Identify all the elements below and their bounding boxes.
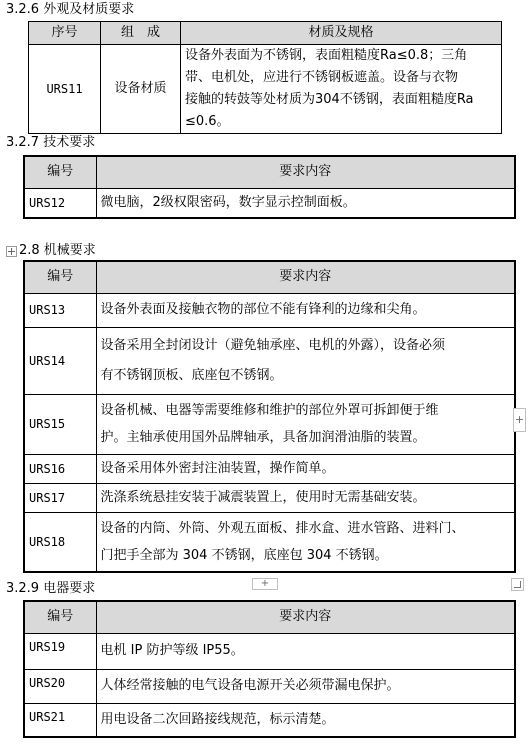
content-line: 设备外表面为不锈钢，表面粗糙度Ra≤0.8；三角 bbox=[185, 48, 468, 63]
section-title-3-2-6: 3.2.6 外观及材质要求 bbox=[6, 2, 135, 17]
section-title-3-2-9: 3.2.9 电器要求 bbox=[6, 581, 96, 596]
content-line: ≤0.6。 bbox=[185, 114, 230, 129]
content-line: 设备采用体外密封注油装置，操作简单。 bbox=[100, 460, 335, 476]
row-content bbox=[96, 394, 515, 454]
column-header: 要求内容 bbox=[96, 261, 515, 293]
column-header: 要求内容 bbox=[96, 156, 515, 188]
content-line: 人体经常接触的电气设备电源开关必须带漏电保护。 bbox=[100, 678, 400, 693]
row-content bbox=[96, 454, 515, 483]
content-line: 有不锈钢顶板、底座包不锈钢。 bbox=[100, 367, 283, 383]
content-line: 设备外表面及接触衣物的部位不能有锋利的边缘和尖角。 bbox=[100, 302, 426, 317]
column-header: 要求内容 bbox=[96, 601, 515, 633]
column-header: 编号 bbox=[24, 261, 96, 293]
row-id: URS13 bbox=[24, 293, 96, 327]
table-row bbox=[24, 703, 515, 737]
column-header: 编号 bbox=[24, 601, 96, 633]
mechanical-requirements-table bbox=[23, 260, 516, 573]
row-id: URS12 bbox=[24, 188, 96, 218]
row-id: URS11 bbox=[29, 45, 101, 134]
content-line: 洗涤系统悬挂安装于减震装置上，使用时无需基础安装。 bbox=[100, 489, 426, 505]
row-id: URS20 bbox=[24, 669, 96, 703]
content-line: 接触的转鼓等处材质为304不锈钢，表面粗糙度Ra bbox=[185, 92, 474, 107]
technical-requirements-table bbox=[23, 155, 516, 219]
column-header: 序号 bbox=[29, 22, 101, 45]
row-id: URS15 bbox=[24, 394, 96, 454]
table-row bbox=[24, 327, 515, 394]
content-line: 电机 IP 防护等级 IP55。 bbox=[100, 643, 244, 658]
electrical-requirements-table bbox=[23, 600, 516, 738]
table-row bbox=[24, 188, 515, 218]
content-line: 门把手全部为 304 不锈钢，底座包 304 不锈钢。 bbox=[100, 547, 388, 563]
table-header-row bbox=[24, 156, 515, 188]
table-row bbox=[24, 633, 515, 669]
table-header-row bbox=[24, 261, 515, 293]
row-content bbox=[181, 45, 502, 134]
row-component: 设备材质 bbox=[101, 45, 181, 134]
table-row bbox=[24, 483, 515, 512]
row-id: URS14 bbox=[24, 327, 96, 394]
table-row bbox=[24, 293, 515, 327]
content-line: 设备机械、电器等需要维修和维护的部位外罩可拆卸便于维 bbox=[100, 403, 439, 418]
row-content bbox=[96, 512, 515, 572]
table-header-row bbox=[24, 601, 515, 633]
section-title-2-8: 2.8 机械要求 bbox=[19, 243, 96, 258]
materials-table bbox=[28, 21, 502, 134]
row-content bbox=[96, 703, 515, 737]
content-line: 用电设备二次回路接线规范，标示清楚。 bbox=[100, 711, 335, 727]
row-id: URS19 bbox=[24, 633, 96, 669]
row-content bbox=[96, 327, 515, 394]
row-content bbox=[96, 669, 515, 703]
content-line: 设备采用全封闭设计（避免轴承座、电机的外露），设备必须 bbox=[100, 337, 446, 353]
table-row bbox=[24, 512, 515, 572]
section-title-3-2-7: 3.2.7 技术要求 bbox=[6, 135, 96, 150]
row-id: URS18 bbox=[24, 512, 96, 572]
row-content bbox=[96, 293, 515, 327]
table-header-row bbox=[29, 22, 502, 45]
column-header: 材质及规格 bbox=[181, 22, 502, 45]
row-content bbox=[96, 483, 515, 512]
table-row bbox=[29, 45, 502, 134]
content-line: 带、电机处，应进行不锈钢板遮盖。设备与衣物 bbox=[185, 70, 459, 85]
resize-icon[interactable] bbox=[511, 578, 524, 591]
table-row bbox=[24, 454, 515, 483]
content-line: 微电脑，2级权限密码，数字显示控制面板。 bbox=[100, 194, 356, 210]
row-id: URS16 bbox=[24, 454, 96, 483]
row-id: URS17 bbox=[24, 483, 96, 512]
column-header: 编号 bbox=[24, 156, 96, 188]
row-id: URS21 bbox=[24, 703, 96, 737]
table-row bbox=[24, 394, 515, 454]
row-content bbox=[96, 188, 515, 218]
column-header: 组 成 bbox=[101, 22, 181, 45]
content-line: 护。主轴承使用国外品牌轴承，具备加润滑油脂的装置。 bbox=[100, 430, 426, 445]
table-row bbox=[24, 669, 515, 703]
add-column-icon[interactable]: + bbox=[513, 408, 526, 432]
add-row-icon[interactable]: + bbox=[252, 578, 278, 590]
row-content bbox=[96, 633, 515, 669]
table-move-icon[interactable] bbox=[6, 246, 17, 257]
content-line: 设备的内筒、外筒、外观五面板、排水盒、进水管路、进料门、 bbox=[100, 520, 465, 536]
